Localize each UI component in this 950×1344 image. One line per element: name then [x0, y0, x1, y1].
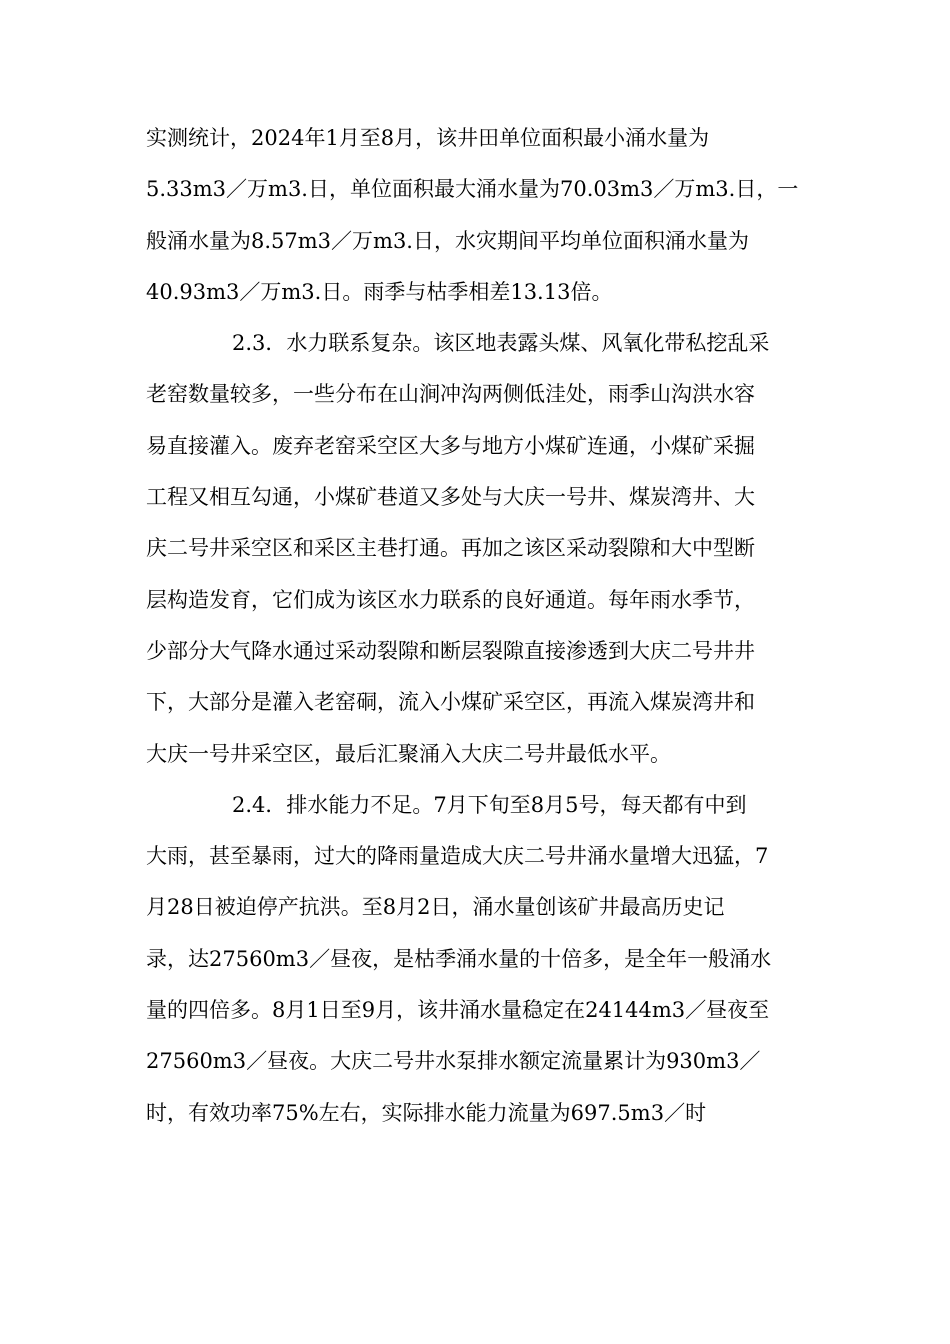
paragraph-drainage-capacity	[146, 780, 816, 1139]
text-line: 般涌水量为8.57m3／万m3.日，水灾期间平均单位面积涌水量为	[146, 228, 749, 253]
text-line: 5.33m3／万m3.日，单位面积最大涌水量为70.03m3／万m3.日，一	[146, 177, 799, 202]
text-line: 工程又相互勾通，小煤矿巷道又多处与大庆一号井、煤炭湾井、大	[146, 485, 755, 510]
text-line: 实测统计，2024年1月至8月，该井田单位面积最小涌水量为	[146, 126, 710, 150]
text-line: 40.93m3／万m3.日。雨季与枯季相差13.13倍。	[146, 279, 613, 304]
body-text	[146, 113, 816, 1139]
text-line: 少部分大气降水通过采动裂隙和断层裂隙直接渗透到大庆二号井井	[146, 638, 755, 663]
text-line-indented: 2.3．水力联系复杂。该区地表露头煤、风氧化带私挖乱采	[232, 331, 770, 356]
text-line: 27560m3／昼夜。大庆二号井水泵排水额定流量累计为930m3／	[146, 1049, 761, 1074]
text-line: 量的四倍多。8月1日至9月，该井涌水量稳定在24144m3／昼夜至	[146, 998, 770, 1023]
text-line: 录，达27560m3／昼夜，是枯季涌水量的十倍多，是全年一般涌水	[146, 946, 772, 971]
paragraph-hydraulic-connection	[146, 318, 816, 780]
text-line: 下，大部分是灌入老窑硐，流入小煤矿采空区，再流入煤炭湾井和	[146, 690, 755, 715]
text-line: 大雨，甚至暴雨，过大的降雨量造成大庆二号井涌水量增大迅猛，7	[146, 844, 769, 869]
text-line: 大庆一号井采空区，最后汇聚涌入大庆二号井最低水平。	[146, 741, 671, 766]
text-line: 层构造发育，它们成为该区水力联系的良好通道。每年雨水季节，	[146, 587, 755, 612]
text-line: 时，有效功率75%左右，实际排水能力流量为697.5m3／时	[146, 1100, 707, 1125]
text-line: 老窑数量较多，一些分布在山涧冲沟两侧低洼处，雨季山沟洪水容	[146, 382, 755, 407]
text-line-indented: 2.4．排水能力不足。7月下旬至8月5号，每天都有中到	[232, 792, 747, 817]
text-line: 庆二号井采空区和采区主巷打通。再加之该区采动裂隙和大中型断	[146, 536, 755, 561]
text-line: 月28日被迫停产抗洪。至8月2日，涌水量创该矿井最高历史记	[146, 895, 725, 920]
paragraph-measured-statistics	[146, 113, 816, 318]
text-line: 易直接灌入。废弃老窑采空区大多与地方小煤矿连通，小煤矿采掘	[146, 433, 755, 458]
